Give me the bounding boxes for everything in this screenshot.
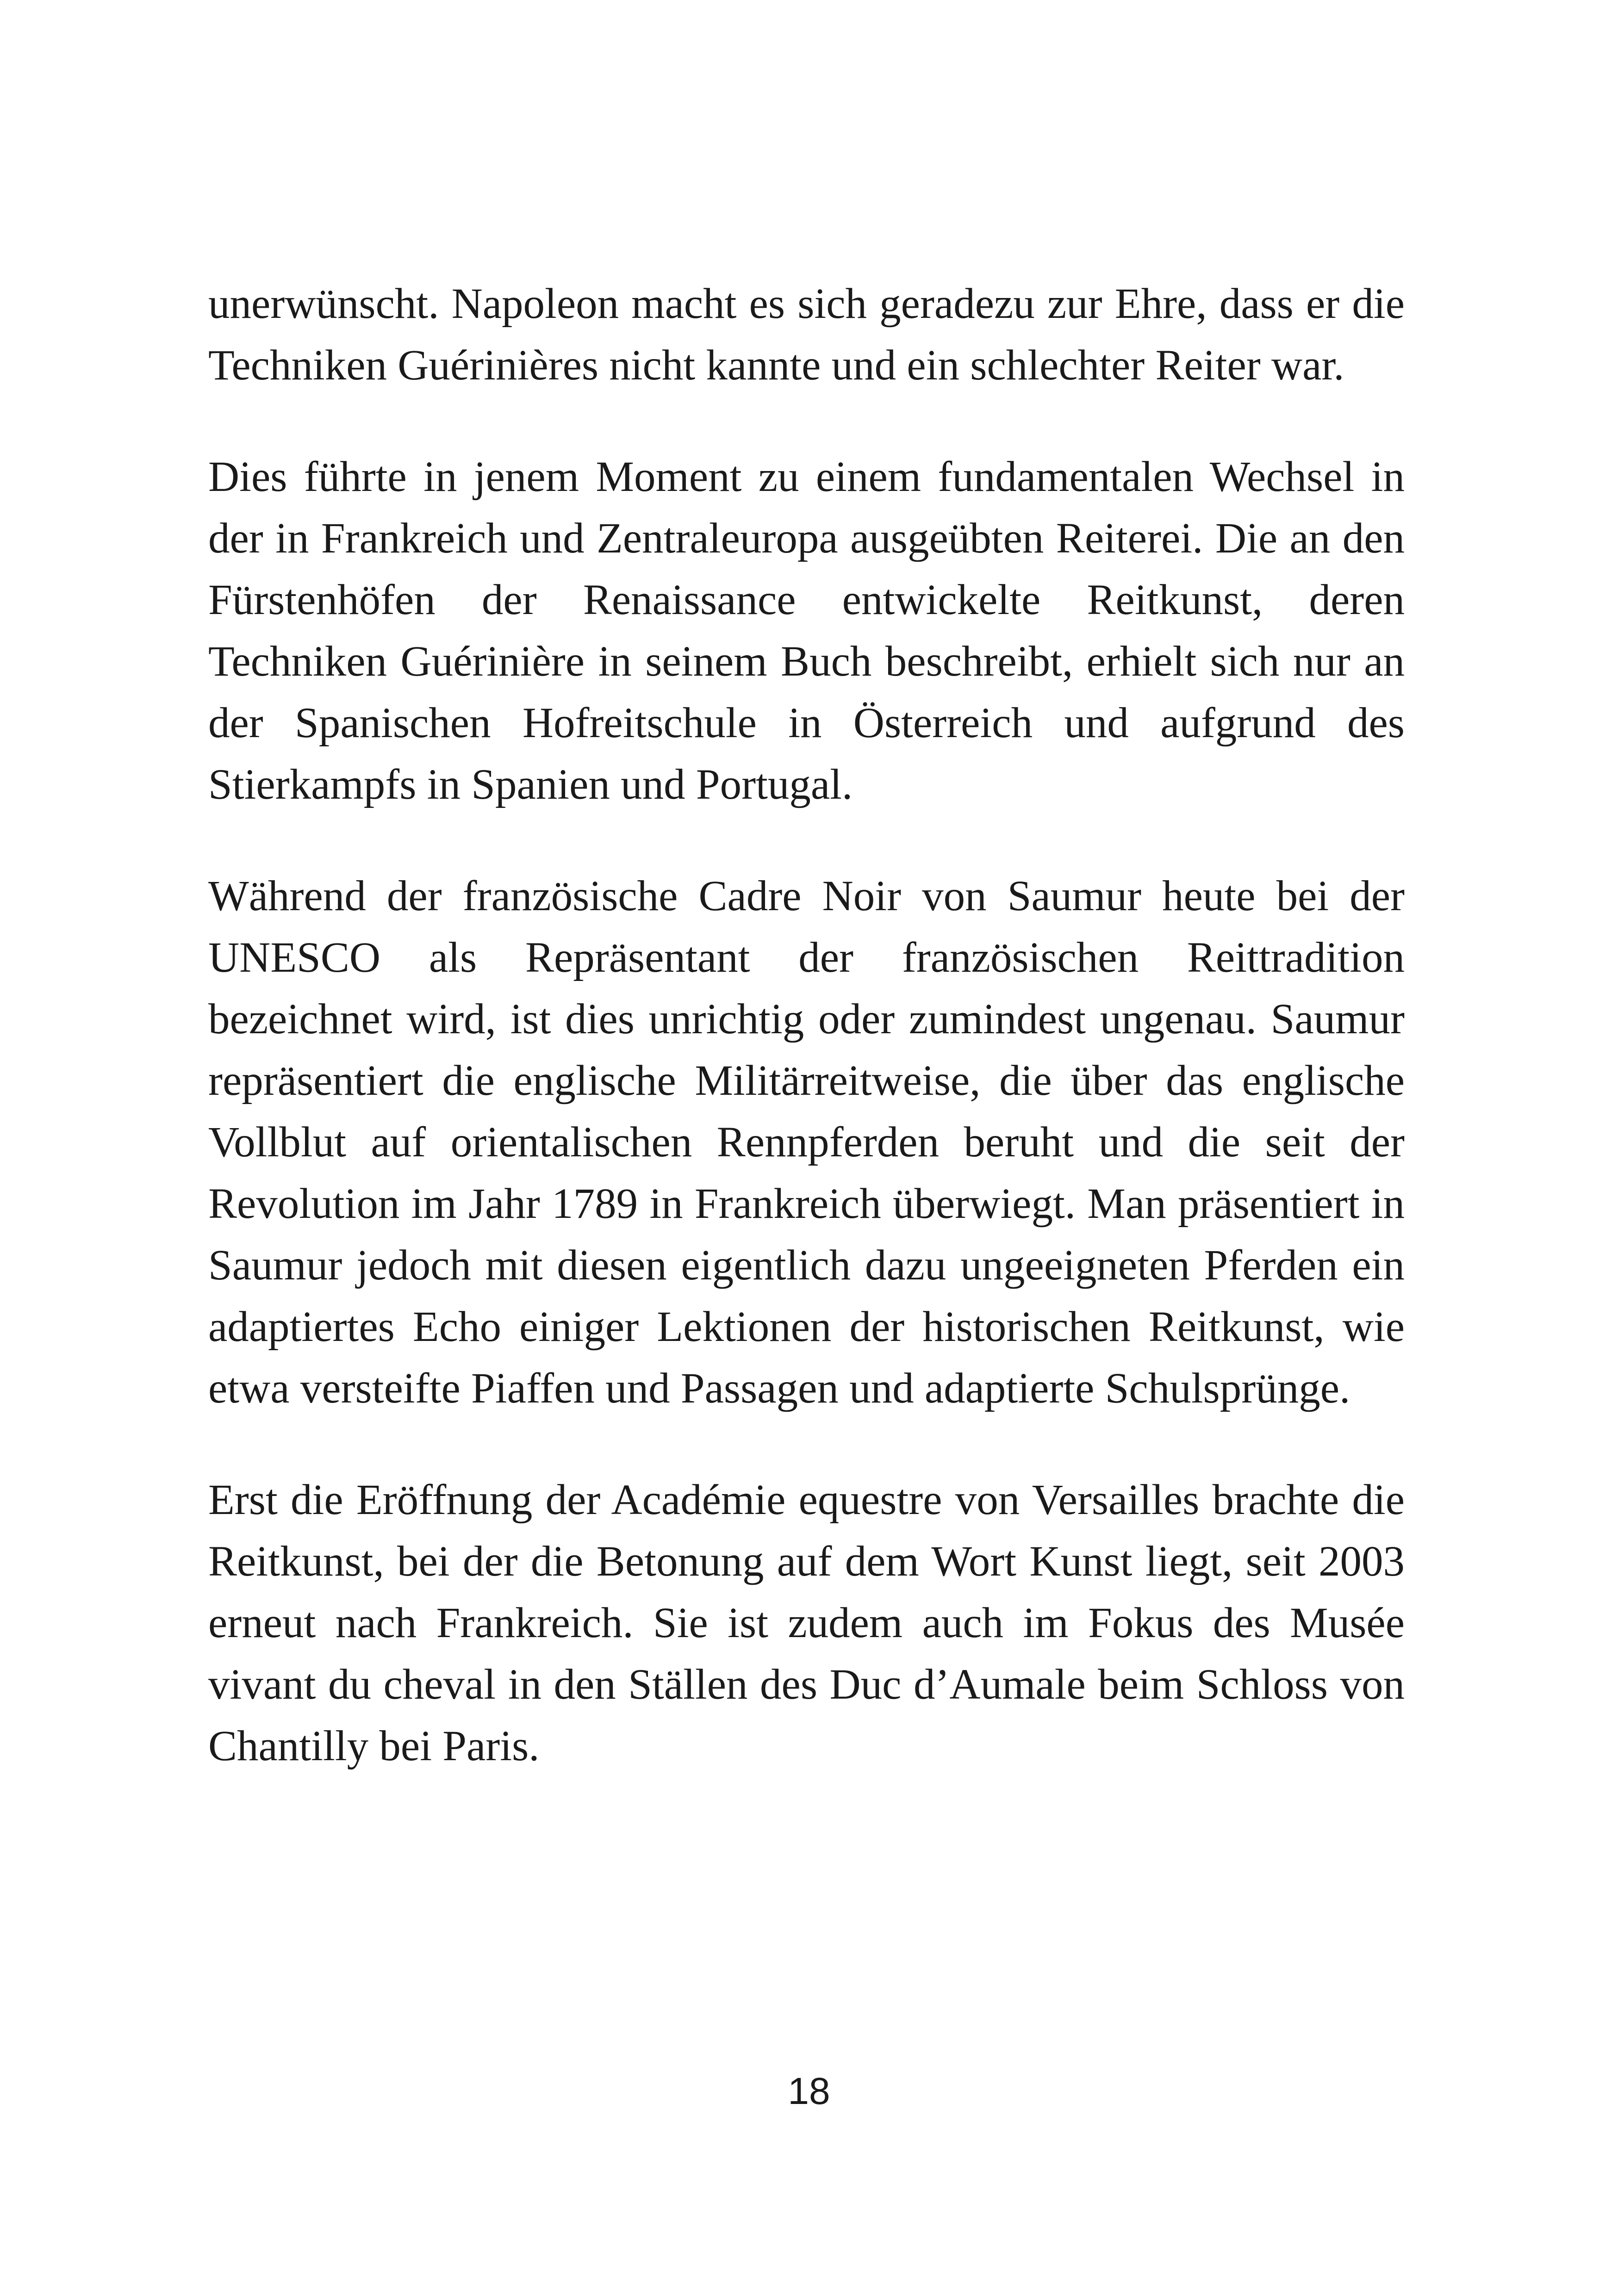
paragraph-cadre-noir-saumur: Während der französische Cadre Noir von Saumur heute bei der UNESCO als Repräsentant der französischen Reittradition bezeichnet wird, ist dies unrichtig oder zumindest ungenau. Saumur repräsentiert die englische Militärreitweise, die über das englische Vollblut auf orientalischen Rennpferden beruht und die seit der Revolution im Jahr 1789 in Frankreich überwiegt. Man präsentiert in Saumur jedoch mit diesen eigentlich dazu ungeeigneten Pferden ein adaptiertes Echo einiger Lektionen der historischen Reitkunst, wie etwa versteifte Piaffen und Passagen und adaptierte Schulsprünge. bbox=[208, 872, 1405, 1412]
page-body bbox=[208, 273, 1405, 1827]
page-number: 18 bbox=[788, 2070, 830, 2112]
paragraph-academie-versailles: Erst die Eröffnung der Académie equestre von Versailles brachte die Reitkunst, bei der die Betonung auf dem Wort Kunst liegt, seit 2003 erneut nach Frankreich. Sie ist zudem auch im Fokus des Musée vivant du cheval in den Ställen des Duc d’Aumale beim Schloss von Chantilly bei Paris. bbox=[208, 1476, 1405, 1770]
paragraph-renaissance-reitkunst: Dies führte in jenem Moment zu einem fundamentalen Wechsel in der in Frankreich und Zentraleuropa ausgeübten Reiterei. Die an den Fürstenhöfen der Renaissance entwickelte Reitkunst, deren Techniken Guérinière in seinem Buch beschreibt, erhielt sich nur an der Spanischen Hofreitschule in Österreich und aufgrund des Stierkampfs in Spanien und Portugal. bbox=[208, 453, 1405, 808]
paragraph-napoleon: unerwünscht. Napoleon macht es sich geradezu zur Ehre, dass er die Techniken Guérinières nicht kannte und ein schlechter Reiter war. bbox=[208, 280, 1405, 389]
